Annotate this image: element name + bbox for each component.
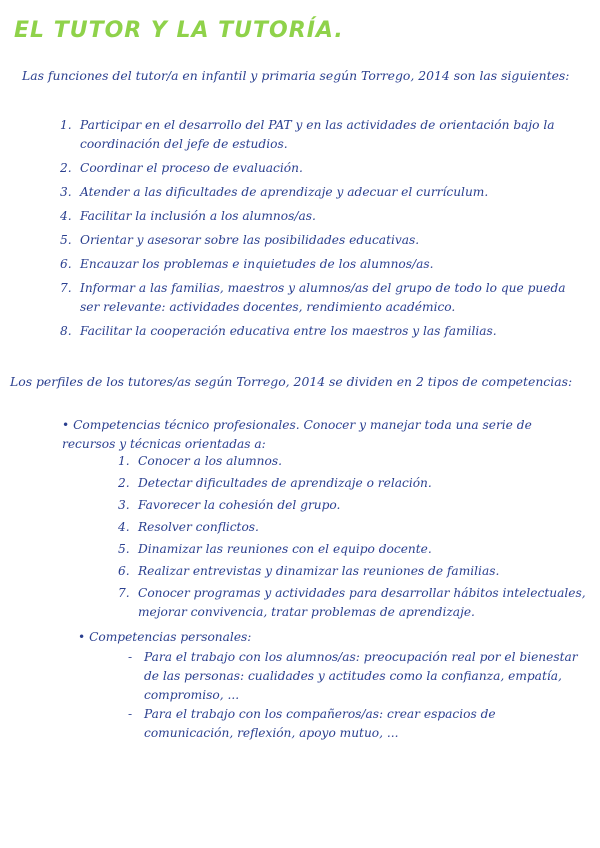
list-item: 6. Realizar entrevistas y dinamizar las reuniones de familias. bbox=[118, 564, 500, 578]
list-item: 6. Encauzar los problemas e inquietudes de los alumnos/as. bbox=[60, 257, 434, 271]
personal-item: - Para el trabajo con los alumnos/as: preocupación real por el bienestar de las personas: cualidades y actitudes como la confianza, empatía, compromiso, ... bbox=[128, 650, 578, 702]
list-item: 5. Orientar y asesorar sobre las posibilidades educativas. bbox=[60, 233, 420, 247]
technical-list bbox=[118, 452, 588, 625]
list-item: 4. Resolver conflictos. bbox=[118, 520, 259, 534]
list-item: 7. Conocer programas y actividades para desarrollar hábitos intelectuales, mejorar convivencia, tratar problemas de aprendizaje. bbox=[118, 586, 586, 619]
list-item: 2. Coordinar el proceso de evaluación. bbox=[60, 161, 303, 175]
functions-list bbox=[60, 116, 570, 346]
list-item: 3. Atender a las dificultades de aprendizaje y adecuar el currículum. bbox=[60, 185, 489, 199]
competencies-intro: Los perfiles de los tutores/as según Torrego, 2014 se dividen en 2 tipos de competencias: bbox=[10, 374, 573, 389]
personal-item: - Para el trabajo con los compañeros/as: crear espacios de comunicación, reflexión, apoyo mutuo, ... bbox=[128, 707, 496, 740]
list-item: 3. Favorecer la cohesión del grupo. bbox=[118, 498, 341, 512]
list-item: 7. Informar a las familias, maestros y alumnos/as del grupo de todo lo que pueda ser relevante: actividades docentes, rendimiento académico. bbox=[60, 281, 566, 314]
technical-competencies-heading: • Competencias técnico profesionales. Conocer y manejar toda una serie de recursos y técnicas orientadas a: bbox=[62, 418, 532, 451]
list-item: 5. Dinamizar las reuniones con el equipo docente. bbox=[118, 542, 432, 556]
list-item: 1. Participar en el desarrollo del PAT y en las actividades de orientación bajo la coordinación del jefe de estudios. bbox=[60, 118, 555, 151]
page-title: EL TUTOR Y LA TUTORÍA. bbox=[14, 18, 344, 43]
personal-competencies-heading: • Competencias personales: bbox=[78, 630, 252, 644]
intro-paragraph: Las funciones del tutor/a en infantil y primaria según Torrego, 2014 son las siguientes: bbox=[22, 68, 570, 83]
list-item: 1. Conocer a los alumnos. bbox=[118, 454, 282, 468]
list-item: 4. Facilitar la inclusión a los alumnos/as. bbox=[60, 209, 316, 223]
list-item: 2. Detectar dificultades de aprendizaje o relación. bbox=[118, 476, 432, 490]
list-item: 8. Facilitar la cooperación educativa entre los maestros y las familias. bbox=[60, 324, 497, 338]
